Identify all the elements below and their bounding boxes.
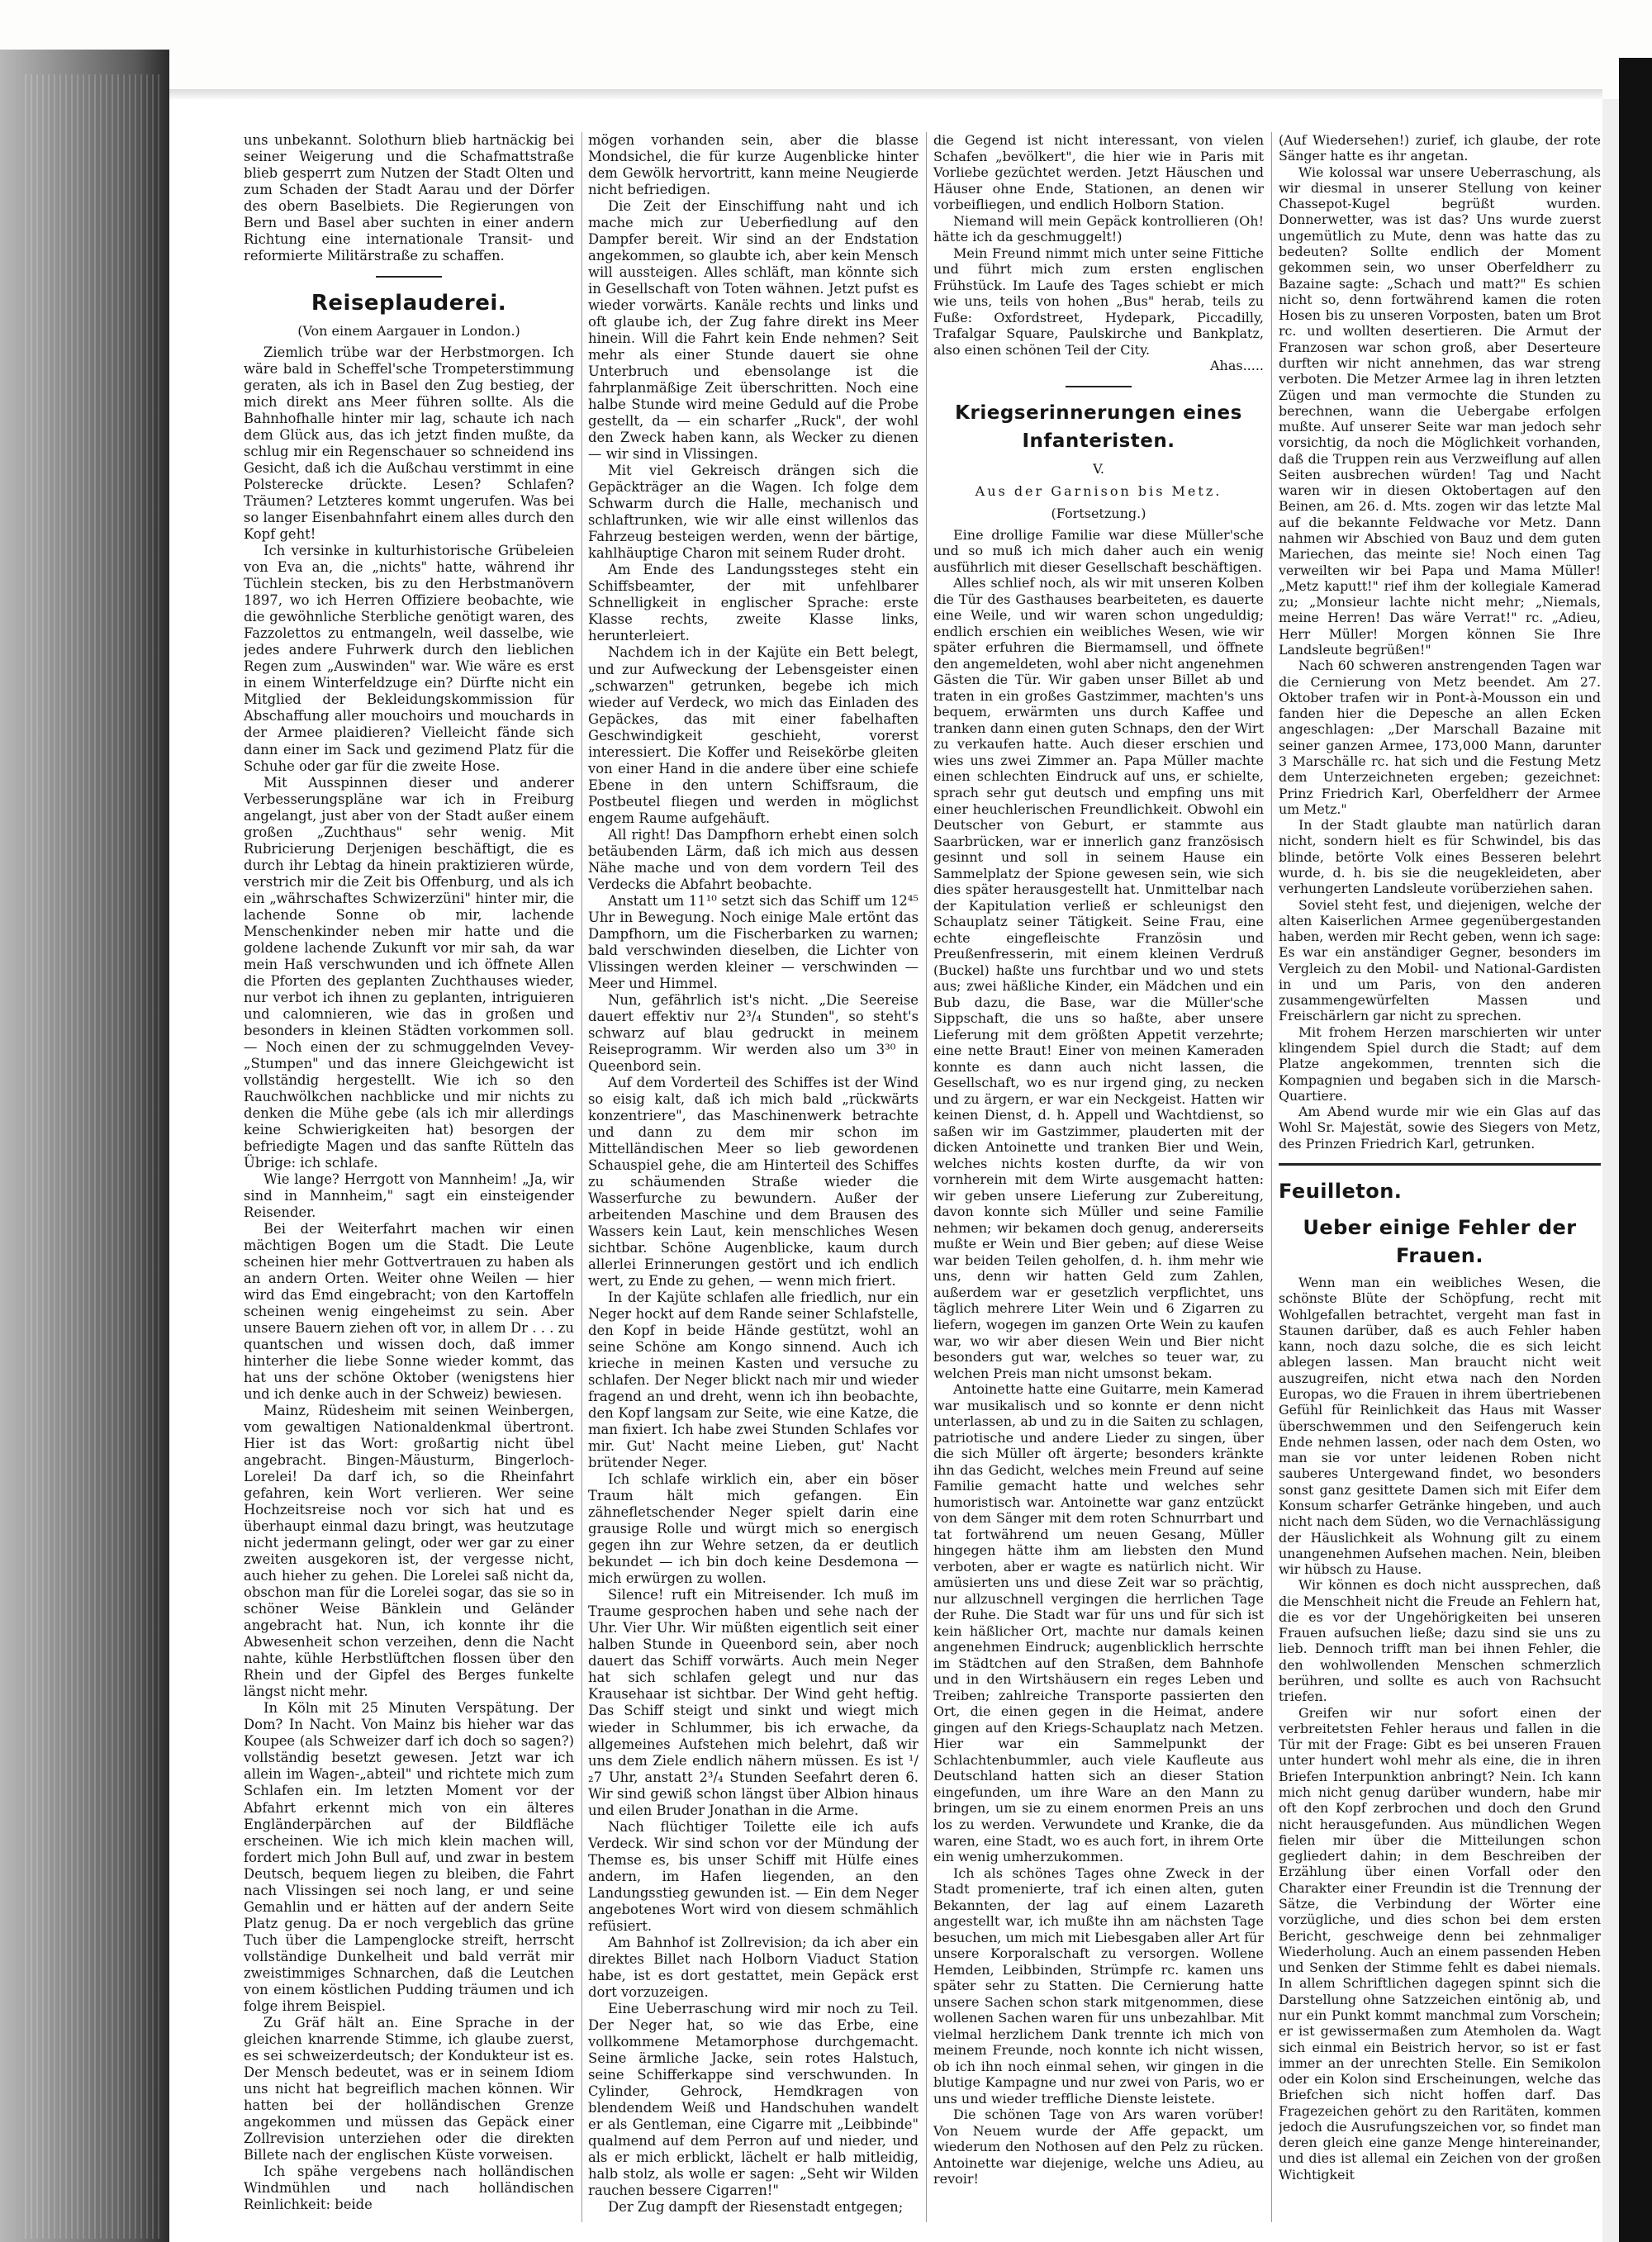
- paragraph: Mit frohem Herzen marschierten wir unter klingendem Spiel durch die Stadt; auf dem Platze angekommen, trennten sich die Kompagnien und begaben sich in die Marsch-Quartiere.: [1279, 1024, 1601, 1104]
- paragraph: Auf dem Vorderteil des Schiffes ist der Wind so eisig kalt, daß ich mich bald „rückwärts konzentriere", das Maschinenwerk betrachte und dann zu dem mir schon im Mittelländischen Meer so lieb gewordenen Schauspiel gehe, die am Hinterteil des Schiffes zu schäumenden Straße wieder die Wasserfurche zu bewundern. Außer der arbeitenden Maschine und dem Brausen des Wassers kein Laut, kein menschliches Wesen sichtbar. Schöne Augenblicke, kaum durch allerlei Erinnerungen gestört und ich endlich wert, zu Ende zu gehen, — wenn mich friert.: [588, 1074, 919, 1290]
- continuation-note: (Fortsetzung.): [1051, 505, 1146, 521]
- paragraph: Bei der Weiterfahrt machen wir einen mächtigen Bogen um die Stadt. Die Leute scheinen hier mehr Gottvertrauen zu haben als an andern Orten. Weiter ohne Weilen — hier wird das Emd eingebracht; von den Kartoffeln scheinen wenig eingeheimst zu sein. Aber unsere Bauern ziehen oft vor, in allem Dr . . . zu quantschen und wissen doch, daß immer hinterher die liebe Sonne wieder kommt, das hat uns der schöne Oktober (wenigstens hier und ich denke auch in der Schweiz) bewiesen.: [244, 1220, 574, 1403]
- paragraph: mögen vorhanden sein, aber die blasse Mondsichel, die für kurze Augenblicke hinter dem Gewölk hervortritt, kann meine Neugierde nicht befriedigen.: [588, 132, 919, 198]
- paragraph: Am Abend wurde mir wie ein Glas auf das Wohl Sr. Majestät, sowie des Siegers von Metz, des Prinzen Friedrich Karl, getrunken.: [1279, 1104, 1601, 1152]
- paragraph: Nach flüchtiger Toilette eile ich aufs Verdeck. Wir sind schon vor der Mündung der Themse es, bis unser Schiff mit Hülfe eines andern, im Hafen liegenden, an den Landungsstieg gewunden ist. — Ein dem Neger angebotenes Wort wird von diesem schmählich refüsiert.: [588, 1818, 919, 1934]
- section-rule: [1279, 1163, 1601, 1166]
- paragraph: Alles schlief noch, als wir mit unseren Kolben die Tür des Gasthauses bearbeiteten, es dauerte eine Weile, und wir waren schon ungeduldig; endlich erschien ein weibliches Wesen, wie wir später erfuhren die Biermamsell, und öffnete den angemeldeten, wohl aber nicht angenehmen Gästen die Tür. Wir gaben unser Billet ab und traten in ein großes Gastzimmer, machten's uns bequem, erwärmten uns durch Kaffee und tranken dann einen guten Schnaps, den der Wirt zu verkaufen hatte. Auch dieser erschien und wies uns zwei Zimmer an. Papa Müller machte einen schlechten Eindruck auf uns, er schielte, sprach sehr gut deutsch und empfing uns mit einer heuchlerischen Freundlichkeit. Obwohl ein Deutscher von Geburt, er stammte aus Saarbrücken, war er innerlich ganz französisch gesinnt und soll in seinem Hause ein Sammelplatz der Spione gewesen sein, wie sich dies später herausgestellt hat. Unmittelbar nach der Kapitulation verließ er schleunigst den Schauplatz seiner Tätigkeit. Seine Frau, eine echte eingefleischte Französin und Preußenfresserin, mit einem kleinen Verdruß (Buckel) haßte uns furchtbar und wo und stets aus; zwei häßliche Kinder, ein Mädchen und ein Bub dazu, die Base, war die Müller'sche Sippschaft, die uns so haßte, aber unsere Lieferung mit dem größten Appetit verzehrte; eine nette Braut! Einer von meinen Kameraden konnte es dann auch nicht lassen, die Gesellschaft, wo es nur irgend ging, zu necken und zu ärgern, er war ein Neckgeist. Hatten wir keinen Dienst, d. h. Appell und Wachtdienst, so saßen wir im Gastzimmer, plauderten mit der dicken Antoinette und tranken Bier und Wein, welches nichts kosten durfte, da wir von vornherein mit dem Wirte ausgemacht hatten: wir geben unsere Lieferung zur Zubereitung, davon konnte sich Müller und seine Familie nehmen; wir bekamen doch genug, andererseits mußte er Wein und Bier geben; auf diese Weise war beiden Teilen geholfen, d. h. ihm mehr wie uns, denn wir hatten Geld zum Zahlen, außerdem war er gesetzlich verpflichtet, uns täglich mehrere Liter Wein und 6 Zigarren zu liefern, wogegen im ganzen Orte Wein zu kaufen war, wo wir aber diesen Wein und Bier nicht besonders gut war, welches so teuer war, zu welchen Preis man nicht umsonst bekam.: [933, 575, 1264, 1381]
- paragraph: Wir können es doch nicht aussprechen, daß die Menschheit nicht die Freude an Fehlern hat, die es vor der Ungehörigkeiten bei unseren Frauen aufsuchen ließe; dazu sind sie uns zu lieb. Dennoch trifft man bei ihnen Fehler, die den wohlwollenden Menschen schmerzlich berühren, und sollte es auch von Rachsucht triefen.: [1279, 1577, 1601, 1705]
- paragraph: Mit Ausspinnen dieser und anderer Verbesserungspläne war ich in Freiburg angelangt, just aber von der Stadt außer einem großen „Zuchthaus" sehr wenig. Mit Rubricierung Derjenigen beschäftigt, die es durch ihr Lebtag da hinein praktizieren würde, verstrich mir die Zeit bis Offenburg, und als ich ein „währschaftes Schwizerzüni" hinter mir, die lachende Sonne ob mir, lachende Menschenkinder neben mir hatte und die goldene lachende Zukunft vor mir sah, da war mein Haß verschwunden und ich öffnete Allen die Pforten des geplanten Zuchthauses wieder, nur verbot ich ihnen zu geplanten, intriguieren und calomnieren, wie das in großen und besonders in kleinen Städten vorkommen soll. — Noch einen der zu schmuggelnden Vevey-„Stumpen" und das innere Gleichgewicht ist vollständig hergestellt. Wie ich so den Rauchwölkchen nachblicke und mir nichts zu denken die Mühe gebe (als ich mir allerdings keine Schwierigkeiten hat) besorgen der befriedigte Magen und das sanfte Rütteln das Übrige: ich schlafe.: [244, 774, 574, 1171]
- paragraph: Nachdem ich in der Kajüte ein Bett belegt, und zur Aufweckung der Lebensgeister einen „schwarzen" getrunken, begebe ich mich wieder auf Verdeck, wo mich das Einladen des Gepäckes, das mit einer fabelhaften Geschwindigkeit geschieht, vorerst interessiert. Die Koffer und Reisekörbe gleiten von einer Hand in die andere über eine schiefe Ebene in den untern Schiffsraum, die Postbeutel fliegen und werden in möglichst engem Raume aufgehäuft.: [588, 644, 919, 826]
- column-4: [1279, 132, 1601, 2183]
- paragraph: Ich versinke in kulturhistorische Grübeleien von Eva an, die „nichts" hatte, während ihr Tüchlein stecken, bis zu den Herbstmanövern 1897, wo ich Herren Offiziere beobachte, wie die gewöhnliche Sterbliche genötigt waren, des Fazzolettos zu entmangeln, weil dasselbe, wie jedes andere Fuhrwerk durch den lieblichen Regen zum „Auswinden" war. Wie wäre es erst in einem Winterfeldzuge ein? Dürfte nicht ein Mitglied der Bekleidungskommission für Abschaffung aller mouchoirs und mouchards in der Armee plaidieren? Vielleicht fände sich dann einer im Sack und gezimend Platz für die Schuhe oder gar für die zweite Hose.: [244, 543, 574, 774]
- paragraph: Wie kolossal war unsere Ueberraschung, als wir diesmal in unserer Stellung von keiner Chassepot-Kugel begrüßt wurden. Donnerwetter, was ist das? Uns wurde zuerst ungemütlich zu Mute, denn was hatte das zu bedeuten? Sollte endlich der Moment gekommen sein, wo unser Oberfeldherr zu Bazaine sagte: „Schach und matt?" Es schien nicht so, denn fortwährend kamen die roten Hosen bis zu unseren Vorposten, baten um Brot rc. und wollten desertieren. Die Armut der Franzosen war schon groß, aber Deserteure durften wir nicht annehmen, das war streng verboten. Die Metzer Armee lag in ihren letzten Zügen und man vermochte die Stunden zu berechnen, wann die Uebergabe erfolgen mußte. Auf unserer Seite war man jedoch sehr vorsichtig, da noch die Möglichkeit vorhanden, daß die Truppen rein aus Verzweiflung auf allen Seiten ausbrechen würden! Tag und Nacht waren wir in diesen Oktobertagen auf den Beinen, am 26. d. Mts. zogen wir das letzte Mal auf die bekannte Feldwache vor Metz. Dann nahmen wir Abschied von Bauz und dem guten Mariechen, das meinte sie! Noch einen Tag verweilten wir bei Papa und Mama Müller! „Metz kaputt!" rief ihm der kollegiale Kamerad zu; „Monsieur lachte nicht mehr; „Niemals, meine Herren! Das wäre Verrat!" rc. „Adieu, Herr Müller! Morgen können Sie Ihre Landsleute begrüßen!": [1279, 164, 1601, 658]
- paragraph: Mein Freund nimmt mich unter seine Fittiche und führt mich zum ersten englischen Frühstück. Im Laufe des Tages schiebt er mich wie uns, teils von hohen „Bus" herab, teils zu Fuße: Oxfordstreet, Hydepark, Piccadilly, Trafalgar Square, Paulskirche und Bankplatz, also einen schönen Teil der City.: [933, 245, 1264, 358]
- paragraph: Antoinette hatte eine Guitarre, mein Kamerad war musikalisch und so konnte er denn nicht unterlassen, ab und zu in die Saiten zu schlagen, patriotische und andere Lieder zu singen, über die sich Müller oft ärgerte; besonders kränkte ihn das Gedicht, welches mein Freund auf seine Familie gemacht hatte und welches sehr humoristisch war. Antoinette war ganz entzückt von dem Sänger mit dem roten Schnurrbart und tat fortwährend um neuen Gesang, Müller hingegen hätte ihm am liebsten den Mund verboten, aber er wagte es natürlich nicht. Wir amüsierten uns und diese Zeit war so prächtig, nur allzuschnell vergingen die herrlichen Tage der Ruhe. Die Stadt war für uns und für sich ist kein häßlicher Ort, machte nur damals keinen angenehmen Eindruck; augenblicklich herrschte im Städtchen auf den Straßen, dem Bahnhofe und in den Wirtshäusern ein reges Leben und Treiben; zahlreiche Transporte passierten den Ort, die einen gegen in die Heimat, andere gingen auf den Kriegs-Schauplatz nach Metzen. Hier war ein Sammelpunkt der Schlachtenbummler, auch viele Kaufleute aus Deutschland hatten sich an dieser Station eingefunden, um ihre Ware an den Mann zu bringen, um sie zu einem enormen Preis an uns los zu werden. Verwundete und Kranke, die da waren, eine Stadt, wo es auch fort, in ihrem Orte ein wenig umherzukommen.: [933, 1381, 1264, 1865]
- paragraph: uns unbekannt. Solothurn blieb hartnäckig bei seiner Weigerung und die Schafmattstraße blieb gesperrt zum Nutzen der Stadt Olten und zum Schaden der Stadt Aarau und der Dörfer des obern Baselbiets. Die Regierungen von Bern und Basel aber suchten in einer andern Richtung eine internationale Transit- und reformierte Militärstraße zu schaffen.: [244, 132, 574, 264]
- column-rule: [1271, 132, 1272, 2222]
- scan-right-border: [1619, 58, 1652, 2242]
- column-3: [933, 132, 1264, 2187]
- author-signature: Ahas.....: [1209, 358, 1264, 374]
- paragraph: Ich spähe vergebens nach holländischen Windmühlen und nach holländischen Reinlichkeit: beide: [244, 2163, 574, 2212]
- paragraph: Nun, gefährlich ist's nicht. „Die Seereise dauert effektiv nur 2³/₄ Stunden", so steht's schwarz auf blau gedruckt in meinem Reiseprogramm. Wir werden also um 3³⁰ in Queenbord sein.: [588, 991, 919, 1074]
- column-1: [244, 132, 574, 2213]
- paragraph: Greifen wir nur sofort einen der verbreitetsten Fehler heraus und fallen in die Tür mit der Frage: Gibt es bei unseren Frauen unter hundert wohl mehr als eine, die in ihren Briefen Interpunktion anbringt? Nein. Ich kann mich nicht genug darüber wundern, habe mir oft den Kopf zerbrochen und doch den Grund nicht herausgefunden. Aus mündlichen Wegen fielen mir über die Mitteilungen schon gegliedert dahin; in dem Beschreiben der Erzählung über einen Vorfall oder den Charakter einer Freundin ist die Trennung der Sätze, die Verbindung der Wörter eine vorzügliche, und dies schon bei dem ersten Bericht, geschweige denn bei zehnmaliger Wiederholung. Auch an einem passenden Heben und Senken der Stimme fehlt es dabei niemals. In allem Schriftlichen dagegen spinnt sich die Darstellung ohne Satzzeichen eintönig ab, und nur ein Punkt kommt manchmal zum Vorschein; er ist gewissermaßen zum Atemholen da. Wagt sich einmal ein Beistrich hervor, so ist er fast immer an der unrechten Stelle. Ein Semikolon oder ein Kolon sind Erscheinungen, welche das Briefchen sich nicht hoffen darf. Das Fragezeichen gehört zu den Raritäten, kommen jedoch die Ausrufungszeichen vor, so findet man deren gleich eine ganze Menge hintereinander, und dies ist allemal ein Zeichen von der großen Wichtigkeit: [1279, 1704, 1601, 2183]
- paragraph: Wie lange? Herrgott von Mannheim! „Ja, wir sind in Mannheim," sagt ein einsteigender Reisender.: [244, 1171, 574, 1220]
- paragraph: Eine Ueberraschung wird mir noch zu Teil. Der Neger hat, so wie das Erbe, eine vollkommene Metamorphose durchgemacht. Seine ärmliche Jacke, sein rotes Halstuch, seine Schifferkappe sind verschwunden. In Cylinder, Gehrock, Hemdkragen von blendendem Weiß und Handschuhen wandelt er als Gentleman, eine Cigarre mit „Leibbinde" qualmend auf dem Perron auf und nieder, und als er mich erblickt, lächelt er halb mitleidig, halb stolz, als wolle er sagen: „Seht wir Wilden rauchen bessere Cigarren!": [588, 2000, 919, 2198]
- paragraph: Am Ende des Landungssteges steht ein Schiffsbeamter, der mit unfehlbarer Schnelligkeit in englischer Sprache: erste Klasse rechts, zweite Klasse links, herunterleiert.: [588, 562, 919, 644]
- column-rule: [926, 132, 927, 2222]
- section-heading-feuilleton: Feuilleton.: [1279, 1180, 1403, 1203]
- separator-rule: [1066, 386, 1132, 387]
- page-stack-edges: [25, 74, 161, 2239]
- paragraph: Silence! ruft ein Mitreisender. Ich muß im Traume gesprochen haben und sehe nach der Uhr. Vier Uhr. Wir müßten eigentlich seit einer halben Stunde in Queenbord sein, aber noch dauert das Schiff vorwärts. Auch mein Neger hat sich schlafen gelegt und nur das Krausehaar ist sichtbar. Der Wind geht heftig. Das Schiff steigt und sinkt und wiegt mich wieder in Schlummer, bis ich erwache, da allgemeines Aufstehen mich belehrt, daß wir uns dem Ziele endlich nähern müssen. Es ist ¹/₂7 Uhr, anstatt 2³/₄ Stunden Seefahrt deren 6. Wir sind gewiß schon längst über Albion hinaus und eilen Bruder Jonathan in die Arme.: [588, 1587, 919, 1818]
- paragraph: (Auf Wiedersehen!) zurief, ich glaube, der rote Sänger hatte es ihr angetan.: [1279, 132, 1601, 164]
- paragraph: Ich als schönes Tages ohne Zweck in der Stadt promenierte, traf ich einen alten, guten Bekannten, der lag auf einem Lazareth angestellt war, ich mußte ihn am nächsten Tage besuchen, um mich mit Liebesgaben aller Art für unsere Korporalschaft zu versorgen. Wollene Hemden, Leibbinden, Strümpfe rc. kamen uns später sehr zu Statten. Die Cernierung hatte unsere Sachen schon stark mitgenommen, diese wollenen Sachen waren für uns unbezahlbar. Mit vielmal herzlichem Dank trennte ich mich von meinem Freunde, noch konnte ich nicht wissen, ob ich ihn noch einmal sehen, wir gingen in die blutige Kampagne und nur zwei von Paris, wo er uns und wieder treffliche Dienste leistete.: [933, 1864, 1264, 2107]
- paragraph: In der Kajüte schlafen alle friedlich, nur ein Neger hockt auf dem Rande seiner Schlafstelle, den Kopf in beide Hände gestützt, wohl an seine Schöne am Kongo sinnend. Auch ich krieche in meinen Kasten und versuche zu schlafen. Der Neger blickt nach mir und wieder fragend an und dreht, wenn ich ihn beobachte, den Kopf langsam zur Seite, wie eine Katze, die man fixiert. Ich habe zwei Stunden Schlafes vor mir. Gut' Nacht meine Lieben, gut' Nacht brütender Neger.: [588, 1290, 919, 1471]
- paragraph: Anstatt um 11¹⁰ setzt sich das Schiff um 12⁴⁵ Uhr in Bewegung. Noch einige Male ertönt das Dampfhorn, um die Fischerbarken zu warnen; bald verschwinden dieselben, die Lichter von Vlissingen werden kleiner — verschwinden — Meer und Himmel.: [588, 892, 919, 991]
- paragraph: Niemand will mein Gepäck kontrollieren (Oh! hätte ich da geschmuggelt!): [933, 212, 1264, 245]
- paragraph: Die Zeit der Einschiffung naht und ich mache mich zur Ueberfiedlung auf den Dampfer bereit. Wir sind an der Endstation angekommen, so glaubte ich, aber kein Mensch will aussteigen. Alles schläft, man könnte sich in Gesellschaft von Toten wähnen. Jetzt pufst es wieder vorwärts. Kanäle rechts und links und oft glaube ich, der Zug fahre direkt ins Meer hinein. Will die Fahrt kein Ende nehmen? Seit mehr als einer Stunde dauert sie ohne Unterbruch und ebensolange ist die fahrplanmäßige Zeit überschritten. Noch eine halbe Stunde wird meine Geduld auf die Probe gestellt, da — ein scharfer „Ruck", der wohl den Zweck haben kann, als Wecker zu dienen — wir sind in Vlissingen.: [588, 198, 919, 463]
- paragraph: Zu Gräf hält an. Eine Sprache in der gleichen knarrende Stimme, ich glaube zuerst, es sei schweizerdeutsch; der Kondukteur ist es. Der Mensch bedeutet, was er in seinem Idiom uns nicht hat begreiflich machen können. Wir hatten bei der holländischen Grenze angekommen und müssen das Gepäck einer Zollrevision unterziehen oder die direkten Billete nach der englischen Küste vorweisen.: [244, 2014, 574, 2163]
- page-right-margin: [1602, 99, 1619, 2242]
- paragraph: Wenn man ein weibliches Wesen, die schönste Blüte der Schöpfung, recht mit Wohlgefallen betrachtet, vergeht man fast in Staunen darüber, daß es auch Fehler haben kann, noch dazu solche, die es sich leicht ablegen lassen. Man braucht nicht weit auszugreifen, nicht etwa nach den Norden Europas, wo die Frauen in ihrem übertriebenen Gefühl für Reinlichkeit das Haus mit Wasser überschwemmen und den Seifengeruch kein Ende nehmen lassen, oder nach dem Osten, wo man sie vor unter leidenen Roben nicht sauberes Untergewand findet, wo besonders sonst ganz gesittete Damen sich mit Eifer dem Konsum scharfer Getränke hingeben, und auch nicht nach dem Süden, wo die Vernachlässigung der Häuslichkeit als Wohnung gilt zu einem unangenehmen Aufsehen machen. Nein, bleiben wir hübsch zu Hause.: [1279, 1275, 1601, 1578]
- installment-number: V.: [1093, 460, 1104, 477]
- paragraph: Der Zug dampft der Riesenstadt entgegen;: [608, 2198, 904, 2215]
- paragraph: Soviel steht fest, und diejenigen, welche der alten Kaiserlichen Armee gegenübergestanden haben, werden mir Recht geben, wenn ich sage: Es war ein anständiger Gegner, besonders im Vergleich zu den Mobil- und National-Gardisten in und um Paris, von den anderen zusammengewürfelten Massen und Freischärlern gar nicht zu sprechen.: [1279, 896, 1601, 1024]
- paragraph: Ich schlafe wirklich ein, aber ein böser Traum hält mich gefangen. Ein zähnefletschender Neger spielt darin eine grausige Rolle und würgt mich so energisch gegen ihn zur Wehre setzen, da er deutlich bekundet — ich bin doch keine Desdemona — mich erwürgen zu wollen.: [588, 1471, 919, 1587]
- column-2: [588, 132, 919, 2216]
- article-byline: (Von einem Aargauer in London.): [297, 323, 520, 340]
- article-title: Kriegserinnerungen eines Infanteristen.: [955, 401, 1242, 452]
- paragraph: die Gegend ist nicht interessant, von vielen Schafen „bevölkert", die hier wie in Paris mit Vorliebe gezüchtet werden. Jetzt Häuschen und Häuser ohne Ende, Stationen, an denen wir vorbeifliegen, und endlich Holborn Station.: [933, 132, 1264, 213]
- paragraph: Ziemlich trübe war der Herbstmorgen. Ich wäre bald in Scheffel'sche Trompeterstimmung geraten, als ich in Basel den Zug bestieg, der mich direkt ans Meer führen sollte. Als die Bahnhofhalle hinter mir lag, schaute ich nach dem Glück aus, das ich jetzt finden mußte, da schlug mir ein Regenschauer so schneidend ins Gesicht, daß ich die Außchau verstimmt in eine Polsterecke drückte. Lesen? Schlafen? Träumen? Letzteres kommt ungerufen. Was bei so langer Eisenbahnfahrt einem alles durch den Kopf geht!: [244, 344, 574, 543]
- paragraph: In Köln mit 25 Minuten Verspätung. Der Dom? In Nacht. Von Mainz bis hieher war das Koupee (als Schweizer darf ich doch so sagen?) vollständig besetzt gewesen. Jetzt war ich allein im Wagen-„abteil" und richtete mich zum Schlafen ein. Im letzten Moment vor der Abfahrt erkennt mich von ein älteres Engländerpärchen auf der Bildfläche erscheinen. Wie ich mich klein machen will, fordert mich John Bull auf, und zwar in bestem Deutsch, bequem liegen zu bleiben, die Fahrt nach Vlissingen sei noch lang, er und seine Gemahlin und er hätten auf der andern Seite Platz genug. Da er noch vergeblich das grüne Tuch über die Lampenglocke streift, herrscht vollständige Dunkelheit und bald verrät mir zweistimmiges Schnarchen, daß die Leutchen von einem köstlichen Pudding träumen und ich folge ihrem Beispiel.: [244, 1700, 574, 2014]
- article-subtitle: Aus der Garnison bis Metz.: [975, 482, 1222, 499]
- paragraph: Die schönen Tage von Ars waren vorüber! Von Neuem wurde der Affe gepackt, um wiederum den Nothosen auf den Pelz zu rücken. Antoinette war diejenige, welche uns Adieu, au revoir!: [933, 2107, 1264, 2187]
- paragraph: All right! Das Dampfhorn erhebt einen solch betäubenden Lärm, daß ich mich aus dessen Nähe mache und von dem vordern Teil des Verdecks die Abfahrt beobachte.: [588, 826, 919, 892]
- paragraph: Mainz, Rüdesheim mit seinen Weinbergen, vom gewaltigen Nationaldenkmal übertront. Hier ist das Wort: großartig nicht übel angebracht. Bingen-Mäusturm, Bingerloch-Lorelei! Da darf ich, so die Rheinfahrt gefahren, kein Wort verlieren. Wer seine Hochzeitsreise noch vor sich hat und es überhaupt einmal dazu bringt, was heutzutage nicht jedermann gelingt, oder wer gar zu einer zweiten ausgekoren ist, der vergesse nicht, auch hieher zu gehen. Die Lorelei saß nicht da, obschon man für die Lorelei sogar, das sie so in schöner Weise Bänklein und Geländer angebracht hat. Nun, ich konnte ihr die Abwesenheit schon verzeihen, denn die Nacht nahte, kühle Herbstlüftchen flossen über den Rhein und der Gipfel des Berges funkelte längst nicht mehr.: [244, 1403, 574, 1700]
- paragraph: Mit viel Gekreisch drängen sich die Gepäckträger an die Wagen. Ich folge dem Schwarm durch die Halle, mechanisch und schlaftrunken, wie wir alle einst willenlos das Fahrzeug besteigen werden, wenn der bärtige, kahlhäuptige Charon mit seinem Ruder droht.: [588, 463, 919, 562]
- paragraph: In der Stadt glaubte man natürlich daran nicht, sondern hielt es für Schwindel, bis das blinde, betörte Volk eines Besseren belehrt wurde, d. h. bis sie die neugekleideten, aber verhungerten Landsleute vorüberziehen sahen.: [1279, 817, 1601, 897]
- article-title: Ueber einige Fehler der Frauen.: [1303, 1216, 1577, 1267]
- paragraph: Eine drollige Familie war diese Müller'sche und so muß ich mich daher auch ein wenig ausführlich mit dieser Gesellschaft beschäftigen.: [933, 526, 1264, 575]
- article-title: Reiseplauderei.: [311, 291, 507, 316]
- paragraph: Nach 60 schweren anstrengenden Tagen war die Cernierung von Metz beendet. Am 27. Oktober trafen wir in Pont-à-Mousson ein und fanden hier die Depesche an allen Ecken angeschlagen: „Der Marschall Bazaine mit seiner ganzen Armee, 173,000 Mann, darunter 3 Marschälle rc. hat sich und die Festung Metz dem Unterzeichneten ergeben; gezeichnet: Prinz Friedrich Karl, Oberfeldherr der Armee um Metz.": [1279, 658, 1601, 817]
- separator-rule: [376, 276, 442, 278]
- paragraph: Am Bahnhof ist Zollrevision; da ich aber ein direktes Billet nach Holborn Viaduct Station habe, ist es dort gestattet, mein Gepäck erst dort vorzuzeigen.: [588, 1934, 919, 2000]
